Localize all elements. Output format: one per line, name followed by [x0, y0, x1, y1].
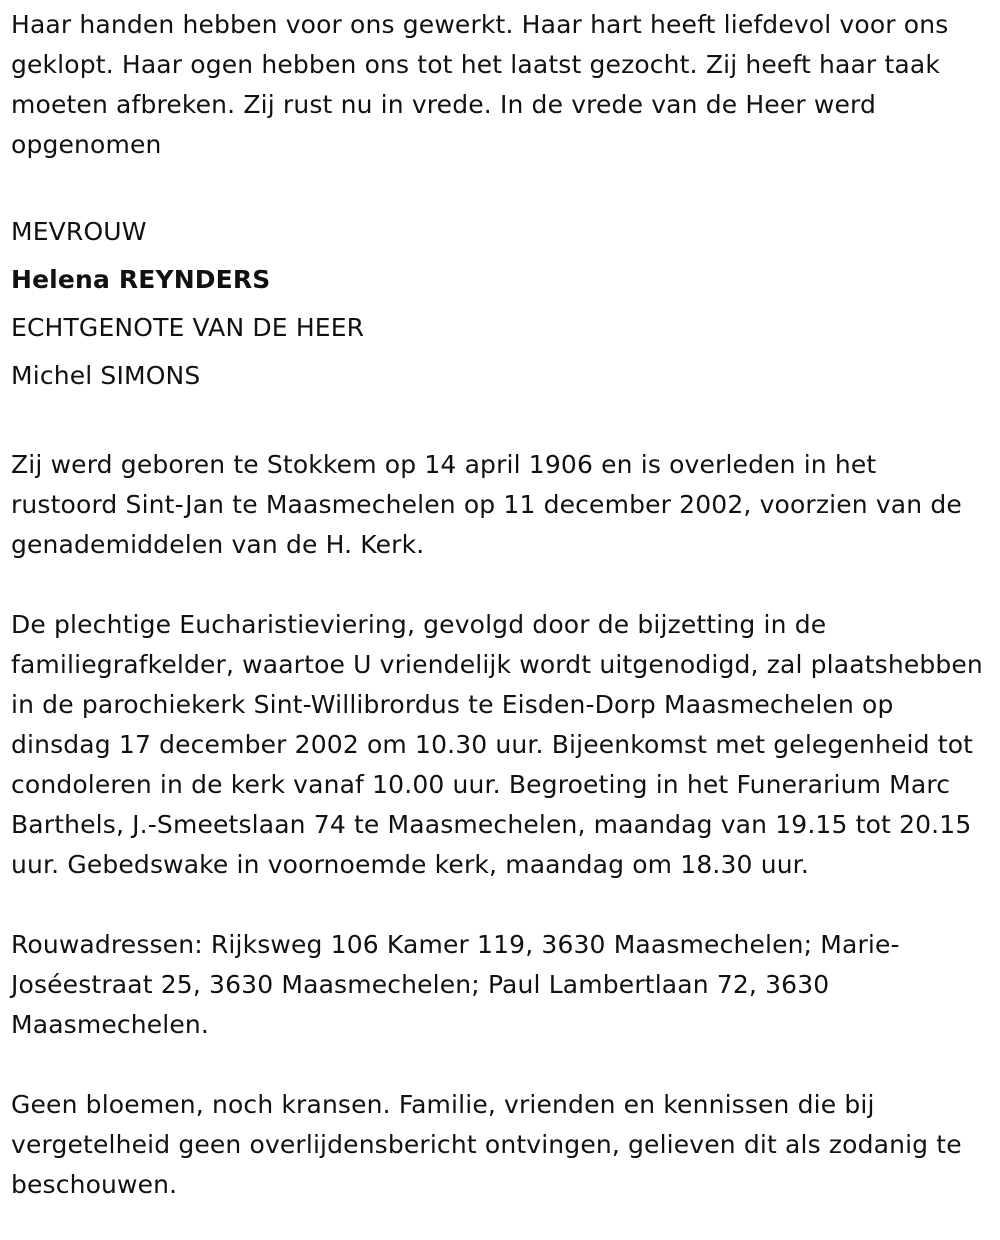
- honorific: MEVROUW: [11, 217, 147, 246]
- deceased-heading: [11, 208, 990, 400]
- intro-paragraph: Haar handen hebben voor ons gewerkt. Haar hart heeft liefdevol voor ons geklopt. Haar ogen hebben ons tot het laatst gezocht. Zij heeft haar taak moeten afbreken. Zij rust nu in vrede. In de vrede van de Heer werd opgenomen: [11, 10, 949, 159]
- spacer: [11, 1045, 990, 1085]
- birth-death-paragraph: Zij werd geboren te Stokkem op 14 april 1906 en is overleden in het rustoord Sint-Jan te Maasmechelen op 11 december 2002, voorzien van de genademiddelen van de H. Kerk.: [11, 450, 962, 559]
- deceased-name: Helena REYNDERS: [11, 265, 271, 294]
- spacer: [11, 165, 990, 205]
- spacer: [11, 565, 990, 605]
- spouse-name: Michel SIMONS: [11, 361, 201, 390]
- relation-label: ECHTGENOTE VAN DE HEER: [11, 313, 365, 342]
- spacer: [11, 885, 990, 925]
- addresses-paragraph: Rouwadressen: Rijksweg 106 Kamer 119, 3630 Maasmechelen; Marie-Joséestraat 25, 3630 Maasmechelen; Paul Lambertlaan 72, 3630 Maasmechelen.: [11, 930, 900, 1039]
- spacer: [11, 405, 990, 445]
- closing-paragraph: Geen bloemen, noch kransen. Familie, vrienden en kennissen die bij vergetelheid geen overlijdensbericht ontvingen, gelieven dit als zodanig te beschouwen.: [11, 1090, 962, 1199]
- ceremony-paragraph: De plechtige Eucharistieviering, gevolgd door de bijzetting in de familiegrafkelder, waartoe U vriendelijk wordt uitgenodigd, zal plaatshebben in de parochiekerk Sint-Willibrordus te Eisden-Dorp Maasmechelen op dinsdag 17 december 2002 om 10.30 uur. Bijeenkomst met gelegenheid tot condoleren in de kerk vanaf 10.00 uur. Begroeting in het Funerarium Marc Barthels, J.-Smeetslaan 74 te Maasmechelen, maandag van 19.15 tot 20.15 uur. Gebedswake in voornoemde kerk, maandag om 18.30 uur.: [11, 610, 983, 879]
